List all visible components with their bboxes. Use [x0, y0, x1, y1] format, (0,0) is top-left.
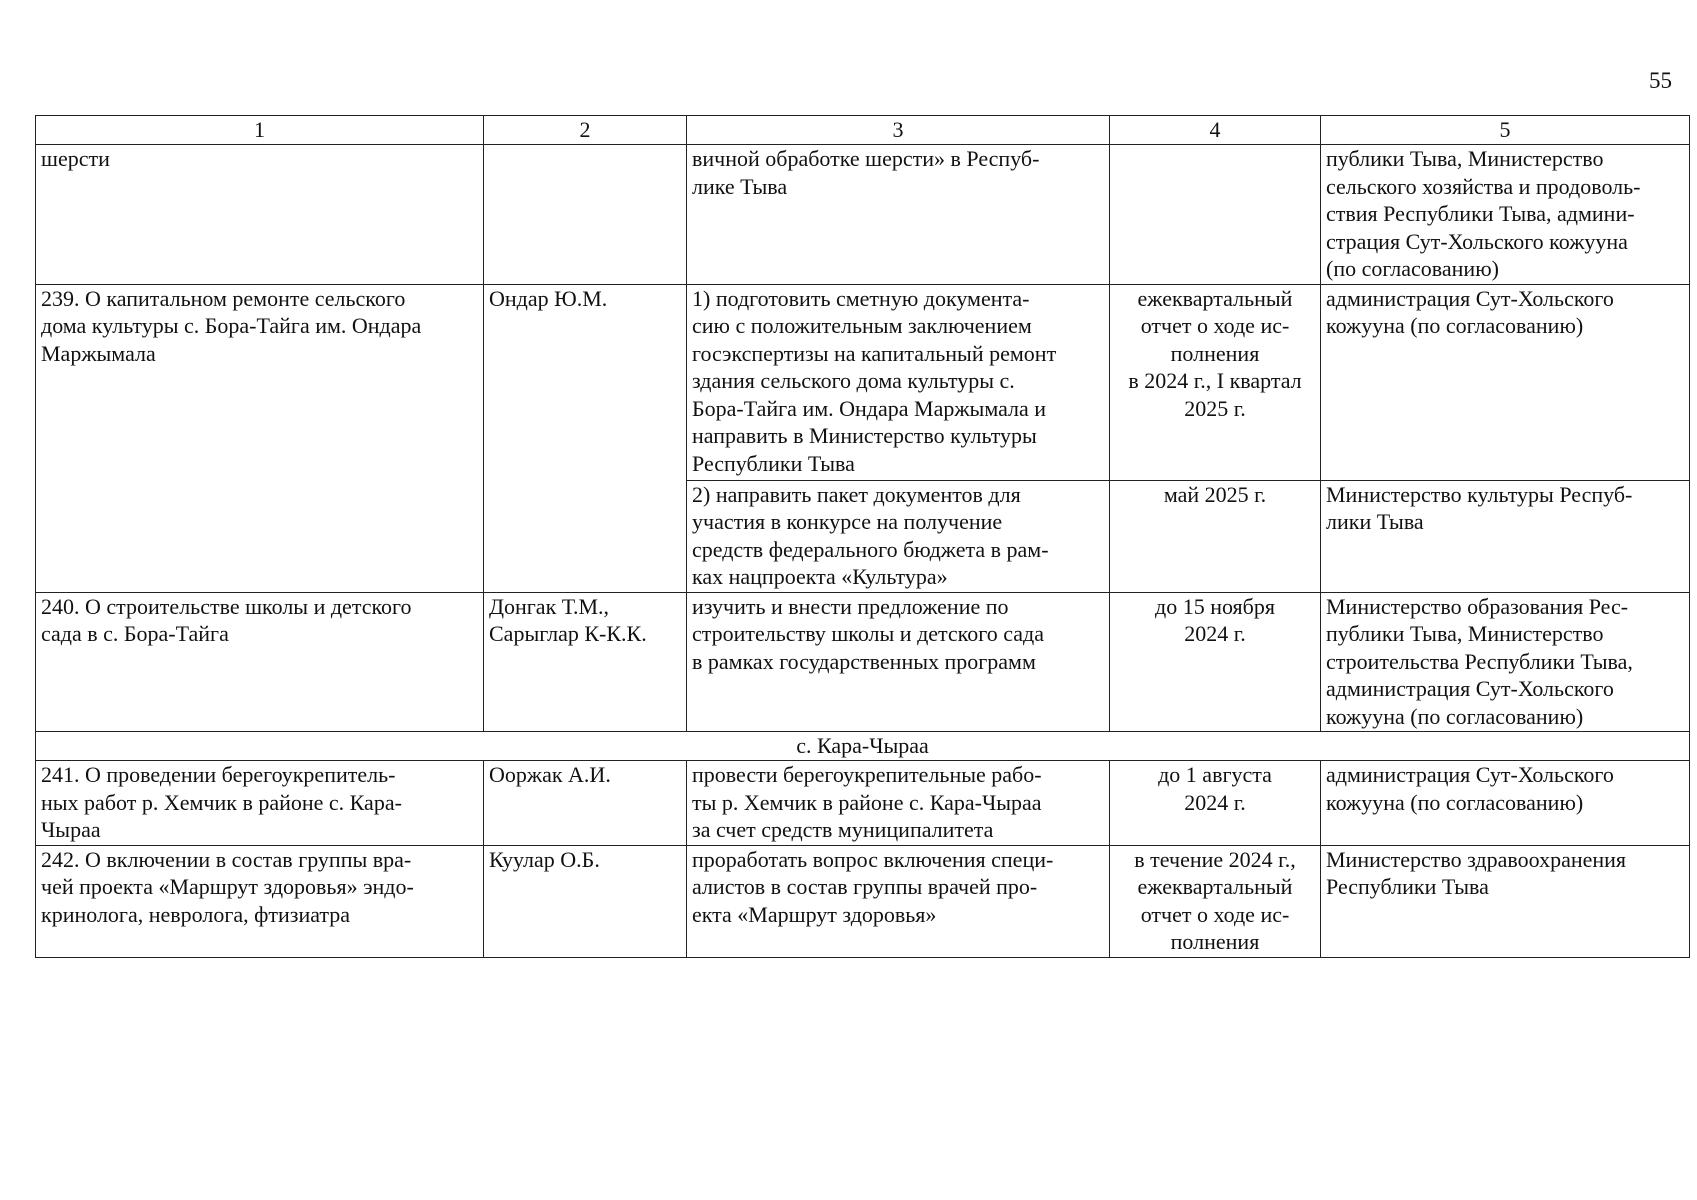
issue-cell: шерсти: [36, 145, 484, 285]
issue-cell: 241. О проведении берегоукрепитель- ных работ р. Хемчик в районе с. Кара- Чыраа: [36, 761, 484, 846]
page-number: 55: [1649, 68, 1672, 93]
responsible-cell: [484, 145, 687, 285]
section-row: [36, 732, 1690, 761]
deadline-cell: ежеквартальный отчет о ходе ис- полнения в 2024 г., I квартал 2025 г.: [1110, 284, 1321, 480]
responsible-cell: Куулар О.Б.: [484, 845, 687, 957]
task-cell: 2) направить пакет документов для участия в конкурсе на получение средств федерального бюджета в рам- ках нацпроекта «Культура»: [687, 480, 1110, 592]
column-header-5: 5: [1321, 116, 1690, 145]
issue-cell: 240. О строительстве школы и детского сада в с. Бора-Тайга: [36, 592, 484, 732]
executor-cell: Министерство культуры Респуб- лики Тыва: [1321, 480, 1690, 592]
task-cell: проработать вопрос включения специ- алистов в состав группы врачей про- екта «Маршрут здоровья»: [687, 845, 1110, 957]
responsible-cell: Донгак Т.М., Сарыглар К-К.К.: [484, 592, 687, 732]
task-cell: изучить и внести предложение по строительству школы и детского сада в рамках государственных программ: [687, 592, 1110, 732]
task-cell: 1) подготовить сметную документа- cию с положительным заключением госэкспертизы на капитальный ремонт здания сельского дома культуры с. Бора-Тайга им. Ондара Маржымала и направить в Министерство культуры Республики Тыва: [687, 284, 1110, 480]
column-number-header-row: [36, 116, 1690, 145]
issue-cell: 242. О включении в состав группы вра- чей проекта «Маршрут здоровья» эндо- кринолога, невролога, фтизиатра: [36, 845, 484, 957]
column-header-1: 1: [36, 116, 484, 145]
deadline-cell: [1110, 145, 1321, 285]
column-header-2: 2: [484, 116, 687, 145]
action-plan-table: [35, 115, 1690, 958]
table-row: [36, 761, 1690, 846]
executor-cell: администрация Сут-Хольского кожууна (по согласованию): [1321, 284, 1690, 480]
deadline-cell: до 1 августа 2024 г.: [1110, 761, 1321, 846]
executor-cell: Министерство образования Рес- публики Тыва, Министерство строительства Республики Тыва, администрация Сут-Хольского кожууна (по согласованию): [1321, 592, 1690, 732]
deadline-cell: в течение 2024 г., ежеквартальный отчет о ходе ис- полнения: [1110, 845, 1321, 957]
task-cell: провести берегоукрепительные рабо- ты р. Хемчик в районе с. Кара-Чыраа за счет средств муниципалитета: [687, 761, 1110, 846]
executor-cell: публики Тыва, Министерство сельского хозяйства и продоволь- ствия Республики Тыва, админи- страция Сут-Хольского кожууна (по согласованию): [1321, 145, 1690, 285]
table-row: [36, 592, 1690, 732]
table-row: [36, 145, 1690, 285]
task-cell: вичной обработке шерсти» в Респуб- лике Тыва: [687, 145, 1110, 285]
column-header-3: 3: [687, 116, 1110, 145]
section-heading: с. Кара-Чыраа: [36, 732, 1690, 761]
issue-cell: 239. О капитальном ремонте сельского дома культуры с. Бора-Тайга им. Ондара Маржымала: [36, 284, 484, 592]
table-row: [36, 284, 1690, 480]
deadline-cell: до 15 ноября 2024 г.: [1110, 592, 1321, 732]
column-header-4: 4: [1110, 116, 1321, 145]
table-row: [36, 845, 1690, 957]
executor-cell: Министерство здравоохранения Республики Тыва: [1321, 845, 1690, 957]
responsible-cell: Ондар Ю.М.: [484, 284, 687, 592]
executor-cell: администрация Сут-Хольского кожууна (по согласованию): [1321, 761, 1690, 846]
deadline-cell: май 2025 г.: [1110, 480, 1321, 592]
responsible-cell: Ооржак А.И.: [484, 761, 687, 846]
